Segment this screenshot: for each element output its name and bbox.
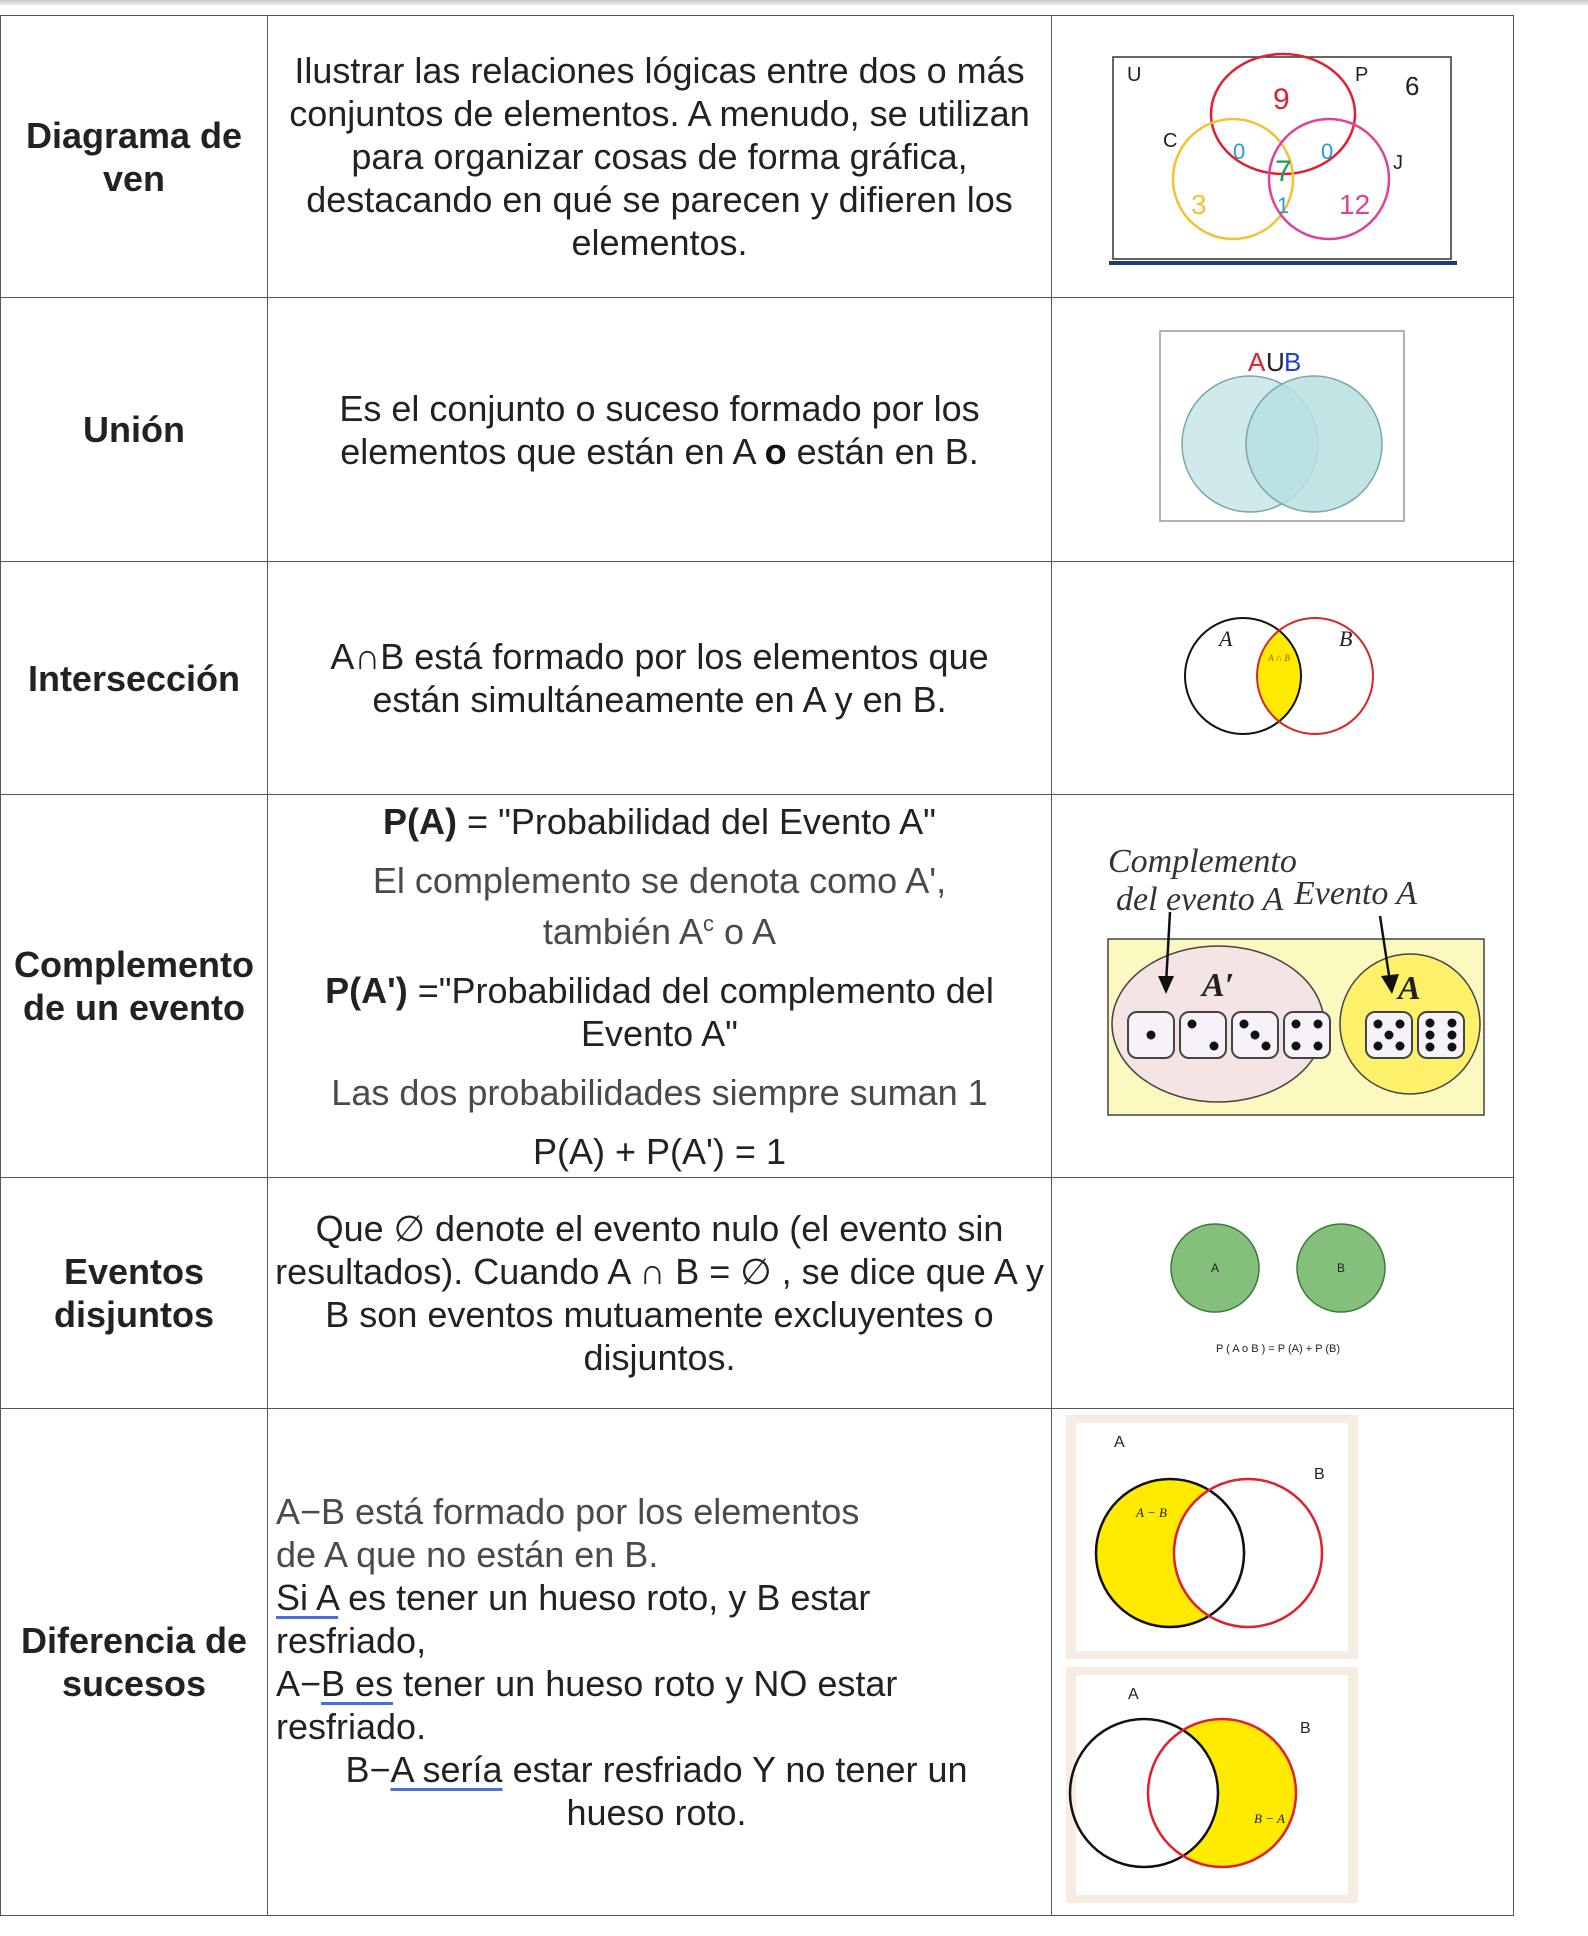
diff-line5-a: A− — [276, 1663, 322, 1704]
value-pcj: 7 — [1274, 155, 1292, 188]
fig-union-cell — [1052, 298, 1514, 562]
comp-line-5: Las dos probabilidades siempre suman 1 — [331, 1071, 988, 1113]
term-complemento: Complemento de un evento — [1, 795, 268, 1178]
desc-diferencia — [268, 1409, 1052, 1916]
diff-fig1-label-amb: A − B — [1136, 1505, 1167, 1520]
fig-disjuntos-cell — [1052, 1178, 1514, 1409]
row-complemento — [1, 795, 1514, 1178]
comp-line-6: P(A) + P(A') = 1 — [533, 1130, 786, 1172]
desc-interseccion: A∩B está formado por los elementos que están simultáneamente en A y en B. — [268, 562, 1052, 795]
comp-line3-b: o A — [714, 910, 777, 952]
disjoint-figure — [1163, 1216, 1403, 1366]
comp-line3-a: también A — [542, 910, 704, 952]
value-cj: 1 — [1276, 193, 1289, 218]
union-label-b: B — [1283, 347, 1301, 377]
comp-line-pa — [288, 800, 1031, 843]
union-figure — [1158, 329, 1408, 525]
desc-disjuntos: Que ∅ denote el evento nulo (el evento sin resultados). Cuando A ∩ B = ∅ , se dice que A y B son eventos mutuamente excluyentes o disjuntos. — [268, 1178, 1052, 1409]
row-venn — [1, 16, 1514, 298]
diff-line3-rest: es tener un hueso roto, y B estar — [338, 1577, 871, 1618]
intersection-figure — [1173, 611, 1393, 741]
desc-union-b: están en B. — [786, 430, 979, 472]
term-diferencia: Diferencia de sucesos — [1, 1409, 268, 1916]
desc-venn: Ilustrar las relaciones lógicas entre dos o más conjuntos de elementos. A menudo, se utilizan para organizar cosas de forma gráfica, destacando en qué se parecen y difieren los elementos. — [268, 16, 1052, 298]
union-circle-b — [1246, 376, 1382, 512]
comp-pa-rest: = "Probabilidad del Evento A" — [457, 800, 936, 842]
diff-line-2: de A que no están en B. — [276, 1534, 659, 1575]
comp-line-pac — [288, 969, 1031, 1055]
diff-fig2-label-bma: B − A — [1254, 1811, 1285, 1826]
comp-pac-rest: ="Probabilidad del complemento del Evento A" — [407, 969, 994, 1054]
desc-union-a: Es el conjunto o suceso formado por los elementos que están en A — [339, 387, 980, 472]
disjoint-formula: P ( A o B ) = P (A) + P (B) — [1215, 1342, 1340, 1355]
diff-line-4: resfriado, — [276, 1620, 427, 1661]
complement-figure — [1068, 834, 1498, 1134]
diff-line-3 — [268, 1576, 1045, 1619]
disjoint-label-b: B — [1336, 1260, 1345, 1275]
comp-line-3 — [288, 902, 1031, 953]
label-c: C — [1162, 130, 1177, 152]
diff-fig2-label-a: A — [1128, 1686, 1139, 1703]
union-label-a: A — [1247, 347, 1265, 377]
comp-fig-label-2: del evento A — [1115, 880, 1283, 918]
diff-fig2-label-b: B — [1300, 1720, 1311, 1737]
row-diferencia — [1, 1409, 1514, 1916]
diff-line7-a: B− — [345, 1749, 391, 1790]
diff-line7-underline: A sería — [390, 1749, 503, 1790]
diff-line5-rest: tener un hueso roto y NO estar — [393, 1663, 898, 1704]
comp-fig-event-label: Evento A — [1293, 874, 1417, 912]
value-j-only: 12 — [1338, 189, 1370, 220]
diff-line3-underline: Si A — [276, 1577, 339, 1618]
diff-line7-rest: estar resfriado Y no tener un — [502, 1749, 968, 1790]
intersection-label-a: A — [1218, 625, 1232, 651]
diff-line-7 — [268, 1748, 1045, 1791]
fig-venn-cell — [1052, 16, 1514, 298]
comp-fig-a: A — [1397, 969, 1421, 1007]
value-pj: 0 — [1320, 139, 1333, 164]
row-disjuntos — [1, 1178, 1514, 1409]
diff-fig1-label-b: B — [1314, 1466, 1325, 1483]
intersection-label-ab: A ∩ B — [1267, 652, 1290, 663]
top-edge — [0, 0, 1588, 5]
term-disjuntos: Eventos disjuntos — [1, 1178, 268, 1409]
desc-complemento — [268, 795, 1052, 1178]
row-union — [1, 298, 1514, 562]
term-union: Unión — [1, 298, 268, 562]
concepts-table — [0, 15, 1514, 1916]
label-p: P — [1354, 64, 1368, 86]
comp-pa-bold: P(A) — [383, 800, 458, 842]
desc-union-bold: o — [764, 430, 787, 472]
desc-union — [268, 298, 1052, 562]
union-label-u: U — [1265, 347, 1285, 377]
term-interseccion: Intersección — [1, 562, 268, 795]
label-u: U — [1126, 64, 1141, 86]
label-j: J — [1392, 152, 1403, 174]
diff-fig1-label-a: A — [1114, 1434, 1125, 1451]
term-venn: Diagrama de ven — [1, 16, 268, 298]
value-p-only: 9 — [1272, 83, 1290, 116]
comp-fig-a-prime: A′ — [1201, 966, 1234, 1004]
diff-line-5 — [268, 1662, 1045, 1705]
comp-pac-bold: P(A') — [325, 969, 408, 1011]
row-interseccion — [1, 562, 1514, 795]
fig-complemento-cell — [1052, 795, 1514, 1178]
diff-line5-underline: B es — [321, 1663, 394, 1704]
disjoint-label-a: A — [1210, 1260, 1219, 1275]
diff-line-1: A−B está formado por los elementos — [276, 1491, 860, 1532]
comp-line-2: El complemento se denota como A', — [372, 859, 947, 901]
intersection-label-b: B — [1338, 625, 1352, 651]
comp-fig-label-1: Complemento — [1107, 842, 1297, 880]
fig-diferencia-cell — [1052, 1409, 1514, 1916]
diff-line-6: resfriado. — [276, 1706, 427, 1747]
value-pc: 0 — [1232, 139, 1245, 164]
comp-line3-sup: c — [703, 910, 715, 936]
value-c-only: 3 — [1190, 189, 1207, 220]
difference-figures — [1062, 1413, 1362, 1903]
venn-diagram-figure — [1103, 39, 1463, 269]
fig-interseccion-cell — [1052, 562, 1514, 795]
diff-line-8: hueso roto. — [566, 1792, 747, 1833]
value-outside: 6 — [1404, 71, 1419, 101]
